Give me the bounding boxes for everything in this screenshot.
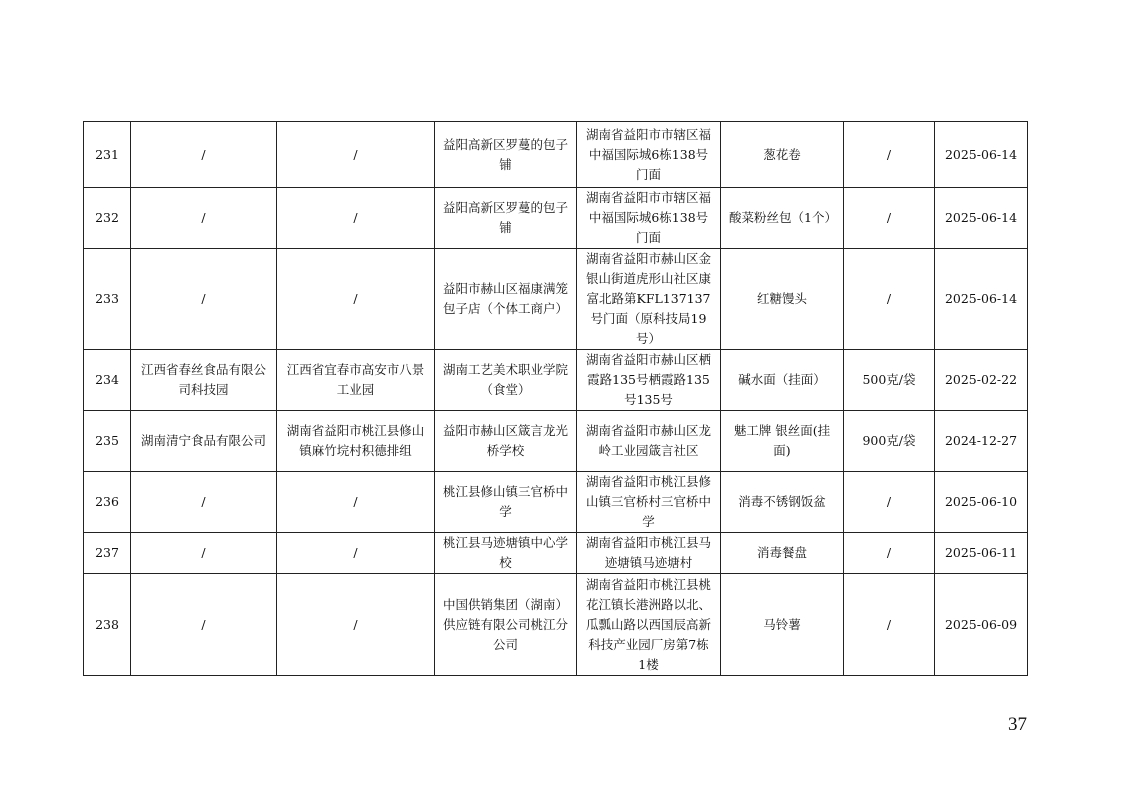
- table-row: [84, 574, 1028, 676]
- cell-food-name: 红糖馒头: [721, 249, 844, 350]
- cell-no: 232: [84, 188, 131, 249]
- cell-spec: /: [844, 533, 935, 574]
- cell-date: 2025-06-14: [935, 249, 1028, 350]
- cell-producer-address: /: [277, 188, 435, 249]
- cell-spec: /: [844, 249, 935, 350]
- cell-sampled-address: 湖南省益阳市市辖区福中福国际城6栋138号门面: [577, 122, 721, 188]
- cell-no: 236: [84, 472, 131, 533]
- cell-sampled-unit: 湖南工艺美术职业学院（食堂）: [435, 350, 577, 411]
- cell-producer: /: [131, 249, 277, 350]
- table-row: [84, 122, 1028, 188]
- cell-spec: /: [844, 188, 935, 249]
- cell-producer: /: [131, 472, 277, 533]
- cell-spec: /: [844, 472, 935, 533]
- table-row: [84, 188, 1028, 249]
- cell-date: 2025-06-10: [935, 472, 1028, 533]
- cell-producer: /: [131, 533, 277, 574]
- table-row: [84, 249, 1028, 350]
- page-number: 37: [1008, 714, 1027, 735]
- cell-date: 2025-02-22: [935, 350, 1028, 411]
- cell-sampled-unit: 桃江县马迹塘镇中心学校: [435, 533, 577, 574]
- sampling-results-table: [83, 121, 1028, 676]
- cell-sampled-unit: 益阳市赫山区箴言龙光桥学校: [435, 411, 577, 472]
- cell-no: 237: [84, 533, 131, 574]
- cell-date: 2025-06-14: [935, 188, 1028, 249]
- table-row: [84, 533, 1028, 574]
- cell-sampled-unit: 桃江县修山镇三官桥中学: [435, 472, 577, 533]
- cell-spec: 500克/袋: [844, 350, 935, 411]
- cell-sampled-address: 湖南省益阳市桃江县修山镇三官桥村三官桥中学: [577, 472, 721, 533]
- cell-date: 2024-12-27: [935, 411, 1028, 472]
- cell-spec: /: [844, 122, 935, 188]
- table-row: [84, 350, 1028, 411]
- cell-producer-address: /: [277, 249, 435, 350]
- cell-food-name: 葱花卷: [721, 122, 844, 188]
- cell-date: 2025-06-09: [935, 574, 1028, 676]
- cell-no: 234: [84, 350, 131, 411]
- cell-producer-address: 湖南省益阳市桃江县修山镇麻竹垸村积德排组: [277, 411, 435, 472]
- cell-date: 2025-06-14: [935, 122, 1028, 188]
- table-body: [84, 122, 1028, 676]
- cell-producer: /: [131, 574, 277, 676]
- cell-producer-address: /: [277, 533, 435, 574]
- cell-food-name: 消毒不锈钢饭盆: [721, 472, 844, 533]
- cell-producer: 湖南清宁食品有限公司: [131, 411, 277, 472]
- cell-sampled-unit: 益阳高新区罗蔓的包子铺: [435, 188, 577, 249]
- cell-spec: 900克/袋: [844, 411, 935, 472]
- cell-sampled-address: 湖南省益阳市赫山区金银山街道虎形山社区康富北路第KFL137137号门面（原科技局19号）: [577, 249, 721, 350]
- cell-sampled-address: 湖南省益阳市桃江县桃花江镇长港洲路以北、瓜瓢山路以西国辰高新科技产业园厂房第7栋1楼: [577, 574, 721, 676]
- cell-sampled-unit: 中国供销集团（湖南）供应链有限公司桃江分公司: [435, 574, 577, 676]
- cell-food-name: 碱水面（挂面）: [721, 350, 844, 411]
- cell-food-name: 马铃薯: [721, 574, 844, 676]
- cell-no: 235: [84, 411, 131, 472]
- cell-food-name: 酸菜粉丝包（1个）: [721, 188, 844, 249]
- cell-sampled-address: 湖南省益阳市赫山区龙岭工业园箴言社区: [577, 411, 721, 472]
- cell-food-name: 魅工牌 银丝面(挂面): [721, 411, 844, 472]
- cell-producer-address: /: [277, 472, 435, 533]
- cell-no: 233: [84, 249, 131, 350]
- cell-producer-address: 江西省宜春市高安市八景工业园: [277, 350, 435, 411]
- cell-no: 231: [84, 122, 131, 188]
- cell-food-name: 消毒餐盘: [721, 533, 844, 574]
- cell-no: 238: [84, 574, 131, 676]
- cell-sampled-unit: 益阳市赫山区福康满笼包子店（个体工商户）: [435, 249, 577, 350]
- cell-producer: 江西省春丝食品有限公司科技园: [131, 350, 277, 411]
- table-row: [84, 411, 1028, 472]
- cell-producer-address: /: [277, 574, 435, 676]
- cell-sampled-address: 湖南省益阳市市辖区福中福国际城6栋138号门面: [577, 188, 721, 249]
- cell-producer: /: [131, 188, 277, 249]
- cell-spec: /: [844, 574, 935, 676]
- cell-sampled-unit: 益阳高新区罗蔓的包子铺: [435, 122, 577, 188]
- cell-producer-address: /: [277, 122, 435, 188]
- cell-date: 2025-06-11: [935, 533, 1028, 574]
- sampling-results-table-wrap: [83, 121, 1027, 676]
- cell-producer: /: [131, 122, 277, 188]
- cell-sampled-address: 湖南省益阳市赫山区栖霞路135号栖霞路135号135号: [577, 350, 721, 411]
- cell-sampled-address: 湖南省益阳市桃江县马迹塘镇马迹塘村: [577, 533, 721, 574]
- table-row: [84, 472, 1028, 533]
